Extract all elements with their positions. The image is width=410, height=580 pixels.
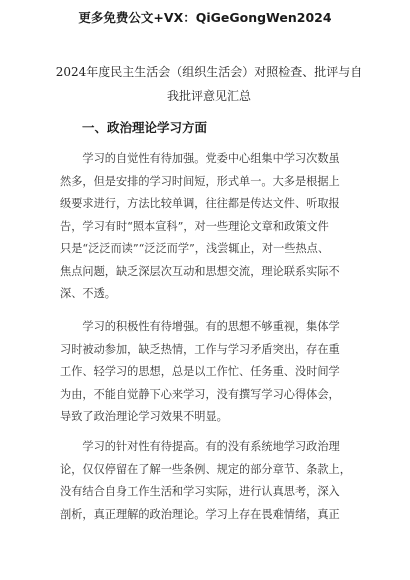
paragraph-3: [60, 436, 360, 526]
paragraph-line: 没有结合自身工作生活和学习实际，进行认真思考，深入: [60, 485, 340, 498]
title-line-1: 2024年度民主生活会（组织生活会）对照检查、批评与自: [55, 65, 363, 79]
paragraph-line: 学习的积极性有待增强。有的思想不够重视，集体学: [60, 320, 340, 333]
paragraph-2: [60, 316, 360, 429]
paragraph-line: 只是“泛泛而读”“泛泛而学”，浅尝辄止，对一些热点、: [60, 242, 330, 255]
paragraph-line: 导致了政治理论学习效果不明显。: [60, 410, 228, 423]
paragraph-line: 剖析，真正理解的政治理论。学习上存在畏难情绪，真正: [60, 507, 340, 521]
paragraph-line: 学习的自觉性有待加强。党委中心组集中学习次数虽: [60, 152, 340, 165]
paragraph-line: 级要求进行，方法比较单调，往往都是传达文件、听取报: [60, 197, 340, 210]
paragraph-line: 习时被动参加，缺乏热情，工作与学习矛盾突出，存在重: [60, 342, 340, 356]
document-title: [44, 60, 374, 108]
paragraph-line: 焦点问题，缺乏深层次互动和思想交流，理论联系实际不: [60, 264, 340, 278]
paragraph-line: 工作、轻学习的思想，总是以工作忙、任务重、没时间学: [60, 365, 340, 378]
paragraph-line: 告，学习有时“照本宣科”，对一些理论文章和政策文件: [60, 219, 329, 233]
section-heading: 一、政治理论学习方面: [82, 120, 208, 135]
promo-banner: 更多免费公文+VX：QiGeGongWen2024: [78, 10, 332, 25]
paragraph-1: [60, 148, 360, 306]
paragraph-line: 学习的针对性有待提高。有的没有系统地学习政治理: [60, 440, 340, 453]
paragraph-line: 深、不透。: [60, 287, 116, 300]
paragraph-line: 然多，但是安排的学习时间短，形式单一。大多是根据上: [60, 174, 340, 188]
paragraph-line: 论，仅仅停留在了解一些条例、规定的部分章节、条款上，: [60, 462, 351, 476]
paragraph-line: 为由，不能自觉静下心来学习，没有撰写学习心得体会，: [60, 387, 340, 401]
title-line-2: 我批评意见汇总: [166, 89, 251, 103]
